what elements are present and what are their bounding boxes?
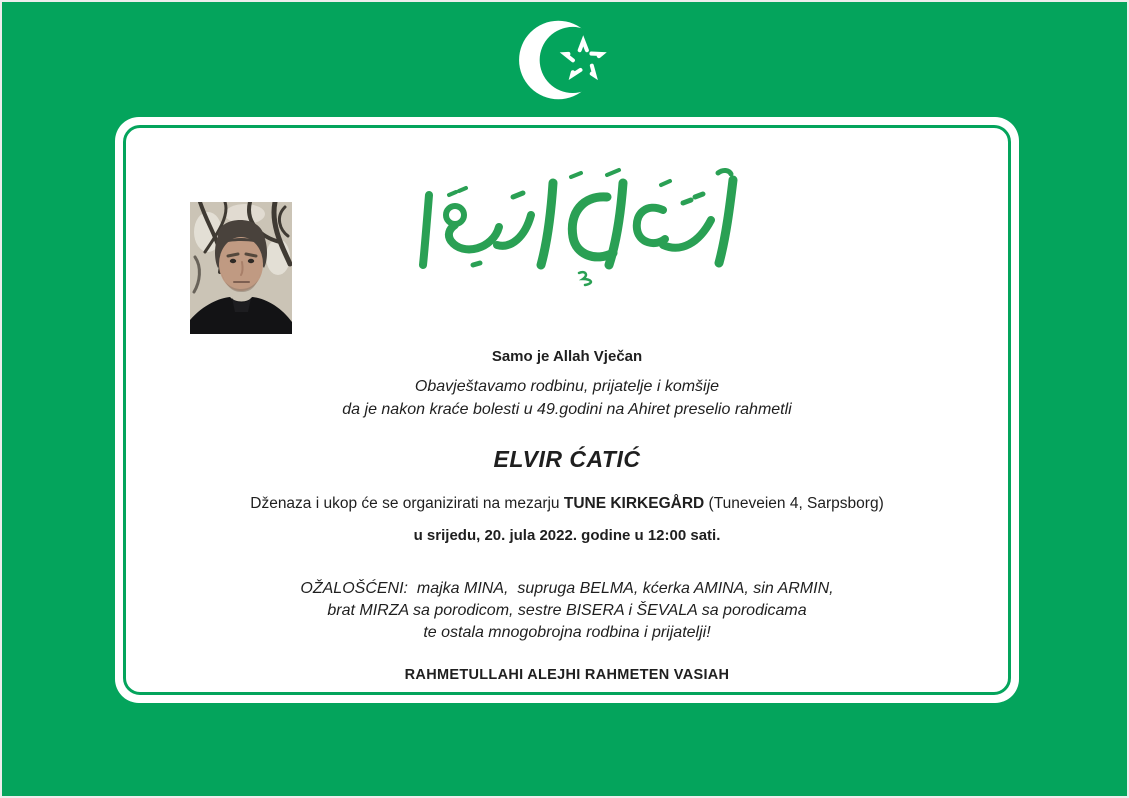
- arabic-calligraphy: [411, 165, 741, 290]
- mourners-line-2: brat MIRZA sa porodicom, sestre BISERA i ŠEVALA sa porodicama: [327, 602, 807, 619]
- mourners-line-3: te ostala mnogobrojna rodbina i prijatelji!: [423, 624, 711, 641]
- announcement-line-2: da je nakon kraće bolesti u 49.godini na Ahiret preselio rahmetli: [342, 401, 792, 418]
- portrait-illustration: [190, 202, 292, 334]
- funeral-datetime: u srijedu, 20. jula 2022. godine u 12:00 sati.: [413, 527, 721, 544]
- cemetery-address: (Tuneveien 4, Sarpsborg): [704, 495, 884, 512]
- closing-prayer: RAHMETULLAHI ALEJHI RAHMETEN VASIAH: [404, 667, 730, 683]
- funeral-line-prefix: Dženaza i ukop će se organizirati na mezarju: [250, 495, 564, 512]
- deceased-portrait-photo: [190, 202, 292, 334]
- announcement-card: [115, 117, 1019, 703]
- crescent-star-icon: [518, 14, 614, 105]
- announcement-line-1: Obavještavamo rodbinu, prijatelje i komšije: [414, 378, 720, 395]
- eternal-statement: Samo je Allah Vječan: [491, 348, 643, 365]
- funeral-location-line: [115, 494, 1019, 513]
- mourners-line-1: OŽALOŠĆENI: majka MINA, supruga BELMA, kćerka AMINA, sin ARMIN,: [300, 580, 834, 597]
- cemetery-name: TUNE KIRKEGÅRD: [563, 495, 705, 512]
- deceased-name: ELVIR ĆATIĆ: [493, 446, 641, 472]
